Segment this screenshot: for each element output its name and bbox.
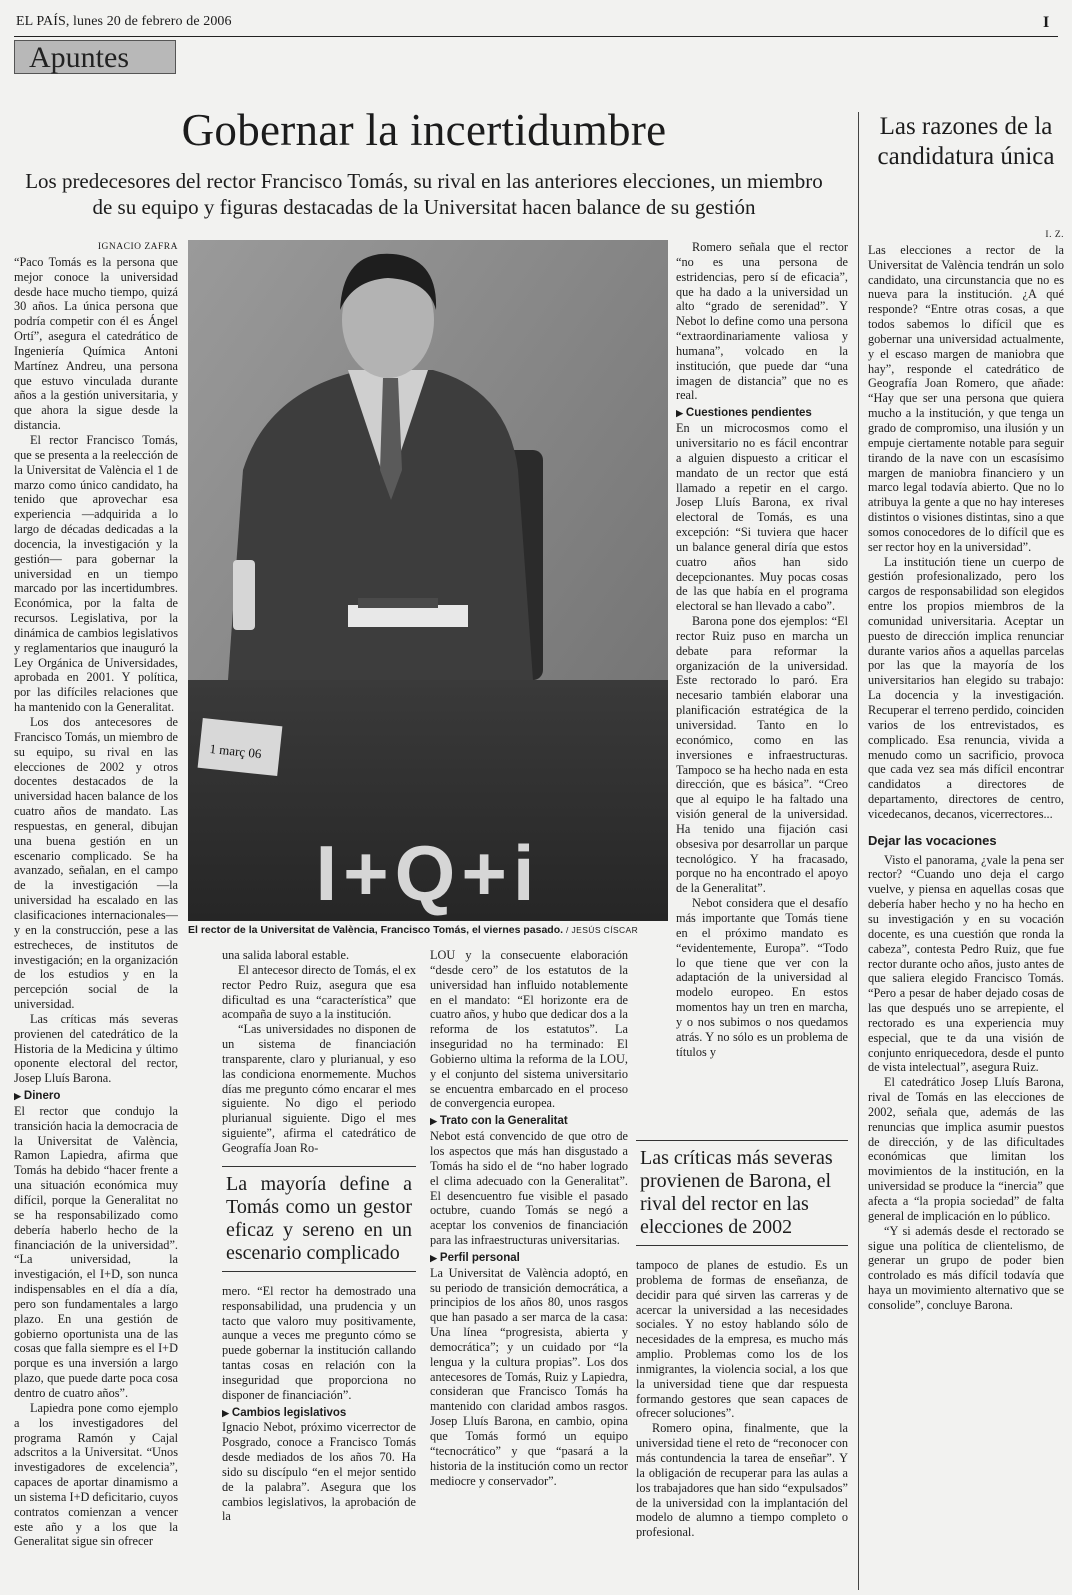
paragraph: El rector Francisco Tomás, que se presenta a la reelección de la Universitat de València el 1 de marzo como único candidato, ha tenido que aprovechar esa experiencia —adquirida a lo largo de décadas dedicadas a la docencia, la investigación y la gestión— para gobernar la universidad en un tiempo marcado por las incertidumbres. Económica, por la falta de recursos. Legislativa, por la dinámica de cambios legislativos y reglamentarios que inauguró la Ley Orgánica de Universidades, aprobada en 2001. Y política, por las difíciles relaciones que ha mantenido con la Generalitat. (14, 432, 178, 715)
paragraph: Romero señala que el rector “no es una persona de estridencias, pero sí de eficacia”, que ha dado a la universidad un alto “grado de serenidad”. Y Nebot lo define como una persona “extraordinariamente valiosa y humana”, volcado en la institución, que puede dar “una imagen de distancia” que no es real. (676, 240, 848, 403)
paragraph: El catedrático Josep Lluís Barona, rival de Tomás en las elecciones de 2002, señala que, además de las renuncias que implica asumir puestos de dirección, y de las dificultades económicas que limitan los movimientos de la institución, en la universidad se produce la “inercia” que afecta a “la propia sociedad” de falta general de implicación en lo público. (868, 1075, 1064, 1223)
deck: Los predecesores del rector Francisco Tomás, su rival en las anteriores elecciones, un miembro de su equipo y figuras destacadas de la Universitat hacen balance de su gestión (25, 169, 823, 219)
sidebar-subhead: Dejar las vocaciones (868, 832, 997, 848)
sidebar-byline: I. Z. (1045, 230, 1064, 240)
column-4-continued (636, 1258, 848, 1588)
paragraph: Lapiedra pone como ejemplo a los investigadores del programa Ramón y Cajal adscritos a la Universitat. “Unos investigadores de excelencia”, capaces de aportar dinamismo a un sistema I+D deficitario, cuyos contratos comienzan a vencer este año y a los que la Generalitat sigue sin ofrecer (14, 1400, 178, 1549)
photo-caption: El rector de la Universitat de València, Francisco Tomás, el viernes pasado. / JESÚS CÍSCAR (188, 924, 639, 936)
top-rule (14, 36, 1058, 37)
paragraph: mero. “El rector ha demostrado una responsabilidad, una prudencia y un tacto que valoro muy positivamente, aunque a veces me pregunto cómo se puede gobernar la institución callando tantas cosas en relación con la inseguridad que proporciona no disponer de financiación”. (222, 1283, 416, 1402)
paragraph: Las elecciones a rector de la Universitat de València tendrán un solo candidato, una circunstancia que no es nueva para la institución. ¿A qué responde? “Entre otras cosas, a que todos sabemos lo difícil que es gobernar una universidad actualmente, y el escaso margen de maniobra que hay”, responde el catedrático de Geografía Joan Romero, que añade: “Hay que ser una persona que quiera mucho a la institución, y que tenga un grado de compromiso, una ilusión y un empuje ciertamente notable para seguir tirando de la nave con un escasísimo margen de maniobra financiero y un marco legal todavía abierto. Que no lo atribuya la gente a que no hay intereses distintos o visiones distintas, sino a que somos conocedores de lo difícil que es ser rector hoy en la universidad”. (868, 242, 1064, 554)
paragraph: LOU y la consecuente elaboración “desde cero” de los estatutos de la universidad han influido notablemente en el mandato: “El horizonte era de cuatro años, y hubo que dedicar dos a la reforma de los estatutos”. La inseguridad no ha terminado: El Gobierno ultima la reforma de la LOU, y el conjunto del sistema universitario se encuentra embarcado en el proceso de convergencia europea. (430, 948, 628, 1111)
paragraph: La institución tiene un cuerpo de gestión profesionalizado, pero los cargos de responsabilidad son elegidos entre los propios miembros de la comunidad universitaria. Aceptar un puesto de dirección implica renunciar durante varios años a aquellas parcelas por las que la mayoría de los universitarios han elegido su trabajo: La docencia y la investigación. Recuperar el terreno perdido, coinciden varios de los entrevistados, es complicado. Esa renuncia, vivida a menudo como un sacrificio, provoca que cada vez sea más difícil encontrar candidatos a directores de departamento, directores de centro, vicedecanos, decanos, vicerrectores... (868, 554, 1064, 821)
pull-quote-2: Las críticas más severas provienen de Barona, el rival del rector en las elecciones de 2002 (636, 1140, 848, 1246)
paragraph: Nebot está convencido de que otro de los aspectos que más han disgustado a Tomás ha sido el de “no haber logrado el clima adecuado con la Generalitat”. El desencuentro fue visible el pasado octubre, cuando Tomás se negó a aceptar los convenios de financiación para las infraestructuras universitarias. (430, 1129, 628, 1248)
desk-card-text: 1 març 06 (208, 740, 263, 762)
byline: IGNACIO ZAFRA (97, 242, 178, 252)
paragraph: En un microcosmos como el universitario no es fácil encontrar a alguien dispuesto a criticar el mandato de un rector que está llamado a repetir en el cargo. Josep Lluís Barona, ex rival electoral de Tomás, es una excepción: “Si tuviera que hacer un balance general diría que estos cuatro años han sido decepcionantes. Muy pocas cosas de las que había en el programa electoral se han llevado a cabo”. (676, 421, 848, 614)
paragraph: La Universitat de València adoptó, en su periodo de transición democrática, a principios de los años 80, unos rasgos que han pasado a ser marca de la casa: Una línea “progresista, abierta y democrática”; y un cuidado por “la lengua y la cultura propias”. Los dos antecesores de Tomás, Ruiz y Lapiedra, consideran que Francisco Tomás ha mantenido con claridad ambos rasgos. Josep Lluís Barona, en cambio, opina que Tomás formó un equipo “tecnocrático” y que “pasará a la historia de la institución como un rector mediocre y conservador”. (430, 1265, 628, 1488)
triangle-icon: ▶ (14, 1091, 21, 1102)
column-1 (14, 240, 178, 1590)
paragraph: Las críticas más severas provienen del catedrático de la Historia de la Medicina y último oponente electoral del rector, Josep Lluís Barona. (14, 1011, 178, 1086)
rector-photo (188, 240, 668, 921)
triangle-icon: ▶ (430, 1252, 437, 1263)
paragraph: Ignacio Nebot, próximo vicerrector de Posgrado, conoce a Francisco Tomás desde mediados de los años 70. Ha sido su discípulo “en el mejor sentido de la palabra”. Asegura que los cambios legislativos, la aprobación de la (222, 1420, 416, 1524)
sidebar-body (868, 228, 1064, 1588)
paragraph: El antecesor directo de Tomás, el ex rector Pedro Ruiz, asegura que esa dificultad es una “característica” que acompaña de suyo a la institución. (222, 962, 416, 1022)
paragraph: “Paco Tomás es la persona que mejor conoce la universidad desde hace mucho tiempo, quizá 30 años. La única persona que podría competir con él es Ángel Ortí”, asegura el catedrático de Ingeniería Química Antoni Martínez Andreu, una persona que estuvo vinculada durante años a la gestión universitaria, y que ahora la sigue desde la distancia. (14, 254, 178, 433)
paragraph: “Y si además desde el rectorado se sigue una política de clientelismo, de generar un grupo de poder bien controlado es más difícil todavía que haya un movimiento alternativo que se consolide”, concluye Barona. (868, 1223, 1064, 1312)
paragraph: Romero opina, finalmente, que la universidad tiene el reto de “reconocer con más contundencia la tarea de enseñar”. Y la obligación de recuperar para las aulas a los trabajadores que han sido “expulsados” de la universidad con la implantación del modelo de alumno a tiempo completo o profesional. (636, 1421, 848, 1540)
section-label: Apuntes (14, 40, 176, 74)
paragraph: Visto el panorama, ¿vale la pena ser rector? “Cuando uno deja el cargo vuelve, y piensa en aquellas cosas que debería haber hecho y no ha hecho en su investigación y en su vocación docente, es una cuestión que ronda la cabeza”, contesta Pedro Ruiz, que fue rector durante ocho años, justo antes de que saliera elegido Francisco Tomás. “Pero a pesar de haber dejado cosas de las que después uno se arrepiente, el rectorado es una experiencia muy especial, que te da una visión de conjunto enriquecedora, desde el punto de vista intelectual”, asegura Ruiz. (868, 852, 1064, 1075)
paragraph: una salida laboral estable. (222, 948, 350, 962)
sidebar-title: Las razones de la candidatura única (877, 113, 1055, 170)
triangle-icon: ▶ (676, 408, 683, 419)
subhead-dinero: ▶ Dinero (14, 1090, 61, 1103)
subhead-cuestiones: ▶ Cuestiones pendientes (676, 407, 812, 420)
iqi-sign: I+Q+i (315, 829, 541, 917)
triangle-icon: ▶ (430, 1116, 437, 1127)
paragraph: El rector que condujo la transición hacia la democracia de la Universitat de València, Ramon Lapiedra, afirma que Tomás ha debido “hacer frente a una situación económica muy difícil, porque la Generalitat no se ha responsabilizado como debería haberlo hecho de la financiación de la universidad”. “La universidad, la investigación, el I+D, son nunca indispensables en el día a día, pero son fundamentales a largo plazo. En una gestión de gobierno oportunista una de las cosas que falla siempre es el I+D porque es una inversión a largo plazo, que puede darte poca cosa dentro de cuatro años”. (14, 1103, 178, 1400)
photo-illustration (188, 240, 668, 921)
subhead-perfil: ▶ Perfil personal (430, 1251, 520, 1264)
paragraph: tampoco de planes de estudio. Es un problema de formas de enseñanza, de decidir para qué sirven las carreras y de acercar la universidad a las necesidades sociales. Y no estoy hablando sólo de necesidades de la empresa, es mucho más amplio. Problemas como los de los inmigrantes, la violencia social, a los que la universidad tiene que dar respuesta formando gestores que sean capaces de ofrecer soluciones”. (636, 1258, 848, 1421)
masthead: EL PAÍS, lunes 20 de febrero de 2006 (16, 14, 232, 29)
photo-credit: / JESÚS CÍSCAR (565, 925, 639, 935)
column-3 (430, 948, 628, 1588)
paragraph: “Las universidades no disponen de un sistema de financiación transparente, claro y plurianual, y eso las condiciona enormemente. Muchos días me pregunto cómo encarar el mes siguiente. No digo el periodo plurianual siguiente. Digo el mes siguiente”, afirma el catedrático de Geografía Joan Ro- (222, 1022, 416, 1155)
column-2 (222, 948, 416, 1588)
pull-quote-1: La mayoría define a Tomás como un gestor eficaz y sereno en un escenario complicado (222, 1166, 416, 1272)
paragraph: Barona pone dos ejemplos: “El rector Ruiz puso en marcha un debate para reformar la organización de la universidad. Este rectorado lo paró. Era necesario también elaborar una planificación estratégica de la universidad. Tanto en lo económico, como en las inversiones e infraestructuras. Tampoco se ha hecho nada en esta dirección, que es básica”. “Creo que al equipo le ha faltado una visión general de la universidad. Ha tenido una fijación casi obsesiva por desarrollar un parque tecnológico. Y ha fracasado, porque no ha encontrado el apoyo de la Generalitat”. (676, 614, 848, 896)
paragraph: Los dos antecesores de Francisco Tomás, un miembro de su equipo, su rival en las elecciones de 2002 y otros docentes destacados de la universidad hacen balance de los cuatro años de mandato. Las respuestas, en general, dibujan una buena gestión en un escenario complicado. Se ha avanzado, señalan, en el campo de la investigación —la universidad ha escalado en las clasificaciones internacionales— y en la construcción, pese a las estrecheces, de institutos de investigación; en la organización de los estudios y en la percepción social de la universidad. (14, 715, 178, 1012)
subhead-cambios: ▶ Cambios legislativos (222, 1406, 347, 1419)
subhead-trato: ▶ Trato con la Generalitat (430, 1115, 568, 1128)
paragraph: Nebot considera que el desafío más importante que Tomás tiene en el próximo mandato es “evidentemente, Europa”. “Todo lo que tiene que ver con la adaptación de la universidad al modelo europeo. En estos momentos hay un tren en marcha, y o nos subimos o nos quedamos atrás. Y no sólo es un problema de títulos y (676, 896, 848, 1059)
headline: Gobernar la incertidumbre (181, 105, 667, 155)
triangle-icon: ▶ (222, 1407, 229, 1418)
sidebar-divider (858, 112, 859, 1590)
page-number: I (1043, 14, 1050, 31)
